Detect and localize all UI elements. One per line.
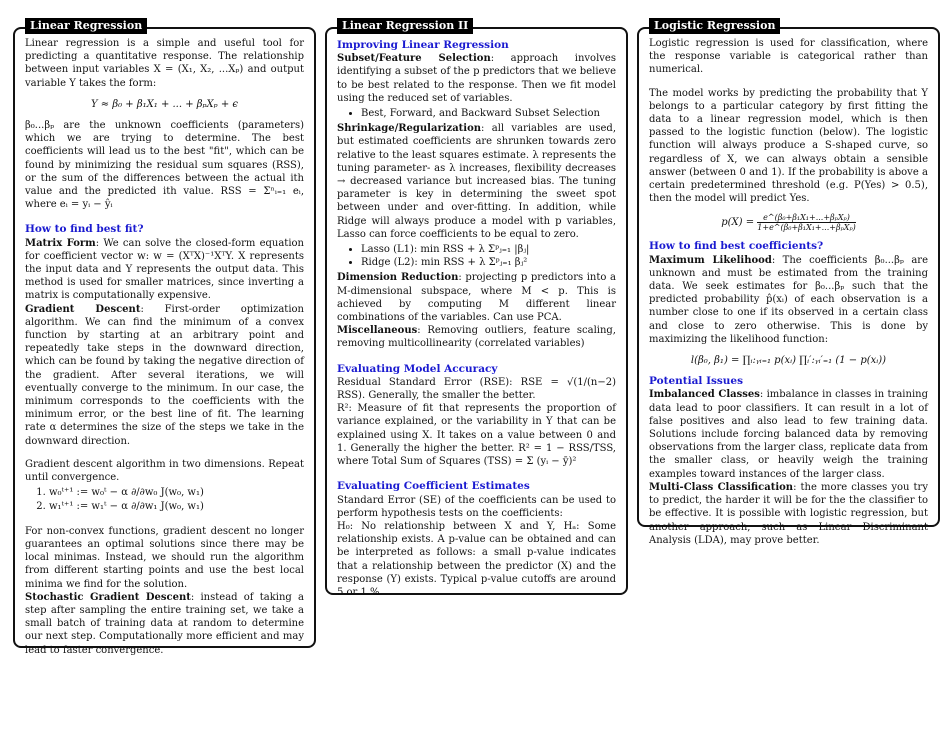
gradient-descent-label: Gradient Descent — [25, 303, 141, 315]
logistic-fraction — [757, 213, 856, 232]
panel-title: Logistic Regression — [649, 18, 780, 34]
multi-class-label: Multi-Class Classification — [649, 481, 794, 493]
max-likelihood-label: Maximum Likelihood — [649, 254, 772, 266]
max-likelihood-text: : The coefficients β₀...βₚ are unknown and must be estimated from the training data. We seek estimates for β₀...βₚ such that the predicted probability p̂(xᵢ) of each observation is a number close to one if its observed in a certain class and close to zero otherwise. This is done by maximizing the likelihood function: — [649, 254, 929, 345]
matrix-form-label: Matrix Form — [25, 237, 96, 249]
standard-error-text: Standard Error (SE) of the coefficients can be used to perform hypothesis tests on the coefficients: — [337, 494, 616, 519]
update-step: 1. w₀ᵗ⁺¹ := w₀ᵗ − α ∂/∂w₀ J(w₀, w₁) — [49, 486, 304, 499]
multi-class-paragraph — [649, 481, 928, 547]
dimension-reduction-paragraph — [337, 271, 616, 324]
logistic-equation-lhs: p(X) = — [721, 217, 755, 229]
model-text: The model works by predicting the probability that Y belongs to a particular category by first fitting the data to a linear regression model, which is then passed to the logistic function (below). The logistic function will always produce a S-shaped curve, so regardless of X, we can always obtain a sensible answer (between 0 and 1). If the probability is above a certain predetermined threshold (e.g. P(Yes) > 0.5), then the model will predict Yes. — [649, 87, 928, 205]
non-convex-text: For non-convex functions, gradient descent no longer guarantees an optimal solutions since there may be local minimas. Instead, we should run the algorithm from different starting points and use the best local minima we find for the solution. — [25, 525, 304, 590]
sgd-text: : instead of taking a step after sampling the entire training set, we take a small batch of training data at random to determine our next step. Computationally more efficient and may lead to faster convergence. — [25, 591, 304, 656]
matrix-form-text: : We can solve the closed-form equation for coefficient vector w: w = (XᵀX)⁻¹XᵀY. X represents the input data and Y represents the output data. This method is used for smaller matrices, since inverting a matrix is computationally expensive. — [25, 237, 304, 302]
gradient-descent-text: : First-order optimization algorithm. We can find the minimum of a convex function by starting at an arbitrary point and repeatedly take steps in the downward direction, which can be found by taking the negative direction of the gradient. After several iterations, we will eventually converge to the minimum. In our case, the minimum corresponds to the coefficients with the minimum error, or the best line of fit. The learning rate α determines the size of the steps we take in the downward direction. — [25, 303, 304, 447]
sgd-paragraph — [25, 591, 304, 657]
miscellaneous-label: Miscellaneous — [337, 325, 418, 337]
imbalanced-classes-paragraph — [649, 388, 928, 480]
hypothesis-text: H₀: No relationship between X and Y, Hₐ: Some relationship exists. A p-value can be obtained and can be interpreted as follows: a small p-value indicates that a relationship between the predictor (X) and the response (Y) exists. Typical p-value cutoffs are around 5 or 1 %. — [337, 520, 616, 598]
logistic-numerator: e^(β₀+β₁X₁+...+βₚXₚ) — [757, 213, 856, 223]
likelihood-equation: l(β₀, β₁) = ∏ᵢ:ᵧᵢ₌₁ p(xᵢ) ∏ᵢ′:ᵧᵢ′₌₁ (1 − p(xᵢ)) — [690, 355, 887, 367]
matrix-form-paragraph — [25, 237, 304, 303]
list-item: • Lasso (L1): min RSS + λ Σᵖⱼ₌₁ |βⱼ| — [361, 243, 616, 256]
imbalanced-classes-text: : imbalance in classes in training data lead to poor classifiers. It can result in a lot of false positives and also lead to few training data. Solutions include forcing balanced data by removing observations from the larger class, replicate data from the smaller class, or heavily weigh the training examples toward instances of the larger class. — [649, 389, 928, 480]
rse-text: Residual Standard Error (RSE): RSE = √(1/(n−2) RSS). Generally, the smaller the better. — [337, 376, 616, 402]
r-squared-text: R²: Measure of fit that represents the proportion of variance explained, or the variability in Y that can be explained using X. It takes on a value between 0 and 1. Generally the higher the better. R² = 1 − RSS/TSS, where Total Sum of Squares (TSS) = Σ (yᵢ − ȳ)² — [337, 403, 616, 468]
intro-text: Logistic regression is used for classification, where the response variable is categorical rather than numerical. — [649, 38, 928, 76]
dimension-reduction-text: : projecting p predictors into a M-dimensional subspace, where M < p. This is achieved by computing M different linear combinations of the variables. Can use PCA. — [337, 272, 616, 324]
multi-class-text: : the more classes you try to predict, the harder it will be for the the classifier to be effective. It is possible with logistic regression, but another approach, such as Linear Discriminant Analysis (LDA), may prove better. — [649, 481, 928, 546]
subset-list — [337, 107, 616, 120]
subset-selection-paragraph — [337, 52, 616, 105]
panel-logistic-regression — [637, 19, 940, 546]
gradient-descent-paragraph — [25, 303, 304, 448]
intro-text: Linear regression is a simple and useful tool for predicting a quantitative response. The relationship between input variables X = (X₁, X₂, ...Xₚ) and output variable Y takes the form: — [25, 38, 304, 89]
sgd-label: Stochastic Gradient Descent — [25, 591, 191, 603]
miscellaneous-text: : Removing outliers, feature scaling, removing multicollinearity (correlated variables) — [337, 325, 616, 350]
section-heading-coefficient-estimates: Evaluating Coefficient Estimates — [337, 480, 530, 493]
coefficients-text: β₀...βₚ are the unknown coefficients (parameters) which we are trying to determine. The best coefficients will lead us to the best "fit", which can be found by minimizing the residual sum squares (RSS), or the sum of the differences between the actual ith value and the predicted ith value. RSS = Σⁿᵢ₌₁ eᵢ, where eᵢ = yᵢ − ŷᵢ — [25, 120, 304, 211]
gradient-descent-2d-text: Gradient descent algorithm in two dimensions. Repeat until convergence. — [25, 458, 304, 484]
max-likelihood-paragraph — [649, 254, 928, 346]
regression-equation: Y ≈ β₀ + β₁X₁ + ... + βₚXₚ + ϵ — [90, 98, 239, 110]
panel-title: Linear Regression II — [337, 18, 473, 34]
logistic-denominator: 1+e^(β₀+β₁X₁+...+βₚXₚ) — [757, 223, 856, 233]
section-heading-improving: Improving Linear Regression — [337, 39, 509, 51]
list-item: • Ridge (L2): min RSS + λ Σᵖⱼ₌₁ βⱼ² — [361, 256, 616, 269]
panel-title: Linear Regression — [25, 18, 147, 34]
list-item: • Best, Forward, and Backward Subset Selection — [361, 107, 616, 120]
update-steps-list — [25, 486, 304, 512]
panel-linear-regression — [13, 19, 316, 656]
regularization-list — [337, 243, 616, 269]
imbalanced-classes-label: Imbalanced Classes — [649, 389, 760, 401]
section-heading-best-fit: How to find best fit? — [25, 223, 144, 236]
subset-selection-label: Subset/Feature Selection — [337, 53, 491, 65]
subset-selection-text: : approach involves identifying a subset of the p predictors that we believe to be best related to the response. Then we fit model using the reduced set of variables. — [337, 53, 616, 104]
section-heading-accuracy: Evaluating Model Accuracy — [337, 362, 498, 375]
section-heading-potential-issues: Potential Issues — [649, 375, 744, 388]
shrinkage-label: Shrinkage/Regularization — [337, 123, 482, 135]
shrinkage-text: : all variables are used, but estimated coefficients are shrunken towards zero relative to the least squares estimate. λ represents the tuning parameter- as λ increases, flexibility decreases → decreased variance but increased bias. The tuning parameter is key in determining the sweet spot between under and over-fitting. In addition, while Ridge will always produce a model with p variables, Lasso can force coefficients to be equal to zero. — [337, 123, 616, 240]
update-step: 2. w₁ᵗ⁺¹ := w₁ᵗ − α ∂/∂w₁ J(w₀, w₁) — [49, 500, 304, 513]
dimension-reduction-label: Dimension Reduction — [337, 272, 459, 284]
shrinkage-paragraph — [337, 122, 616, 241]
logistic-equation — [649, 213, 928, 232]
miscellaneous-paragraph — [337, 324, 616, 350]
section-heading-best-coefficients: How to find best coefficients? — [649, 240, 824, 253]
panel-linear-regression-ii — [325, 19, 628, 598]
